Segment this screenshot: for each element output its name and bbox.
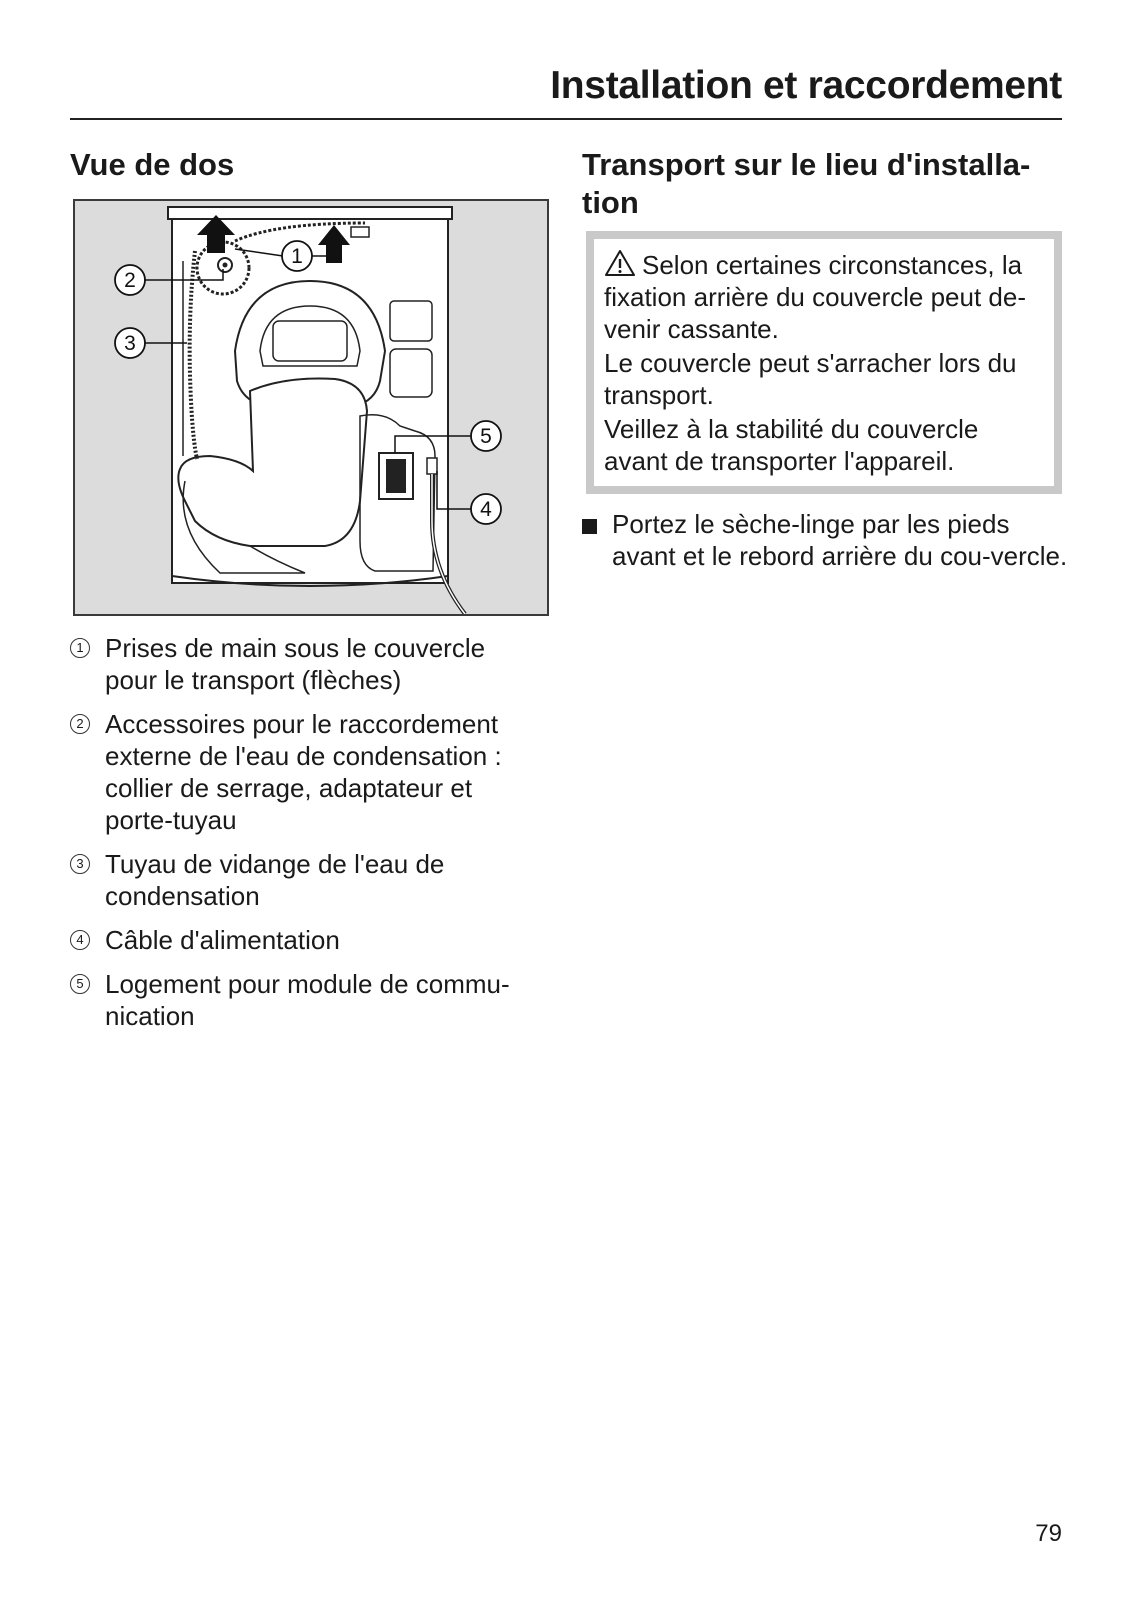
legend-number: 1 bbox=[70, 638, 90, 658]
legend-text: Prises de main sous le couvercle pour le transport (flèches) bbox=[105, 633, 486, 695]
warning-triangle-icon bbox=[604, 249, 636, 277]
instruction-bullet bbox=[582, 508, 1072, 572]
callout-1: 1 bbox=[291, 245, 303, 268]
legend-item bbox=[70, 924, 540, 956]
dryer-back-drawing bbox=[75, 201, 547, 614]
legend-number: 4 bbox=[70, 930, 90, 950]
legend-item bbox=[70, 632, 540, 696]
header-divider bbox=[70, 118, 1062, 120]
legend-number: 2 bbox=[70, 714, 90, 734]
page-header-title: Installation et raccordement bbox=[550, 64, 1062, 107]
warning-text-1: Selon certaines circonstances, la fixation arrière du couvercle peut de-venir cassante. bbox=[604, 250, 1027, 344]
legend-item bbox=[70, 708, 540, 836]
legend-number: 3 bbox=[70, 854, 90, 874]
warning-paragraph bbox=[604, 249, 1044, 345]
callout-4: 4 bbox=[480, 498, 492, 521]
page-number: 79 bbox=[1035, 1520, 1062, 1547]
warning-box bbox=[586, 231, 1062, 494]
section-title-transport: Transport sur le lieu d'installa-tion bbox=[582, 147, 1031, 220]
legend-item bbox=[70, 968, 540, 1032]
legend-item bbox=[70, 848, 540, 912]
section-title-back-view: Vue de dos bbox=[70, 147, 235, 182]
instruction-text: Portez le sèche-linge par les pieds avant et le rebord arrière du cou-vercle. bbox=[612, 509, 1068, 571]
legend-number: 5 bbox=[70, 974, 90, 994]
callout-3: 3 bbox=[124, 332, 136, 355]
callout-2: 2 bbox=[124, 269, 136, 292]
back-view-illustration bbox=[73, 199, 549, 616]
figure-legend bbox=[70, 632, 540, 1044]
bullet-square-icon bbox=[582, 519, 597, 534]
legend-text: Tuyau de vidange de l'eau de condensation bbox=[105, 849, 445, 911]
callout-5: 5 bbox=[480, 425, 492, 448]
legend-text: Logement pour module de commu-nication bbox=[105, 969, 510, 1031]
legend-text: Câble d'alimentation bbox=[105, 925, 340, 955]
warning-text-2: Le couvercle peut s'arracher lors du transport. bbox=[604, 348, 1017, 410]
warning-text-3: Veillez à la stabilité du couvercle avant de transporter l'appareil. bbox=[604, 414, 979, 476]
legend-text: Accessoires pour le raccordement externe de l'eau de condensation : collier de serrage, adaptateur et porte-tuyau bbox=[105, 709, 502, 835]
